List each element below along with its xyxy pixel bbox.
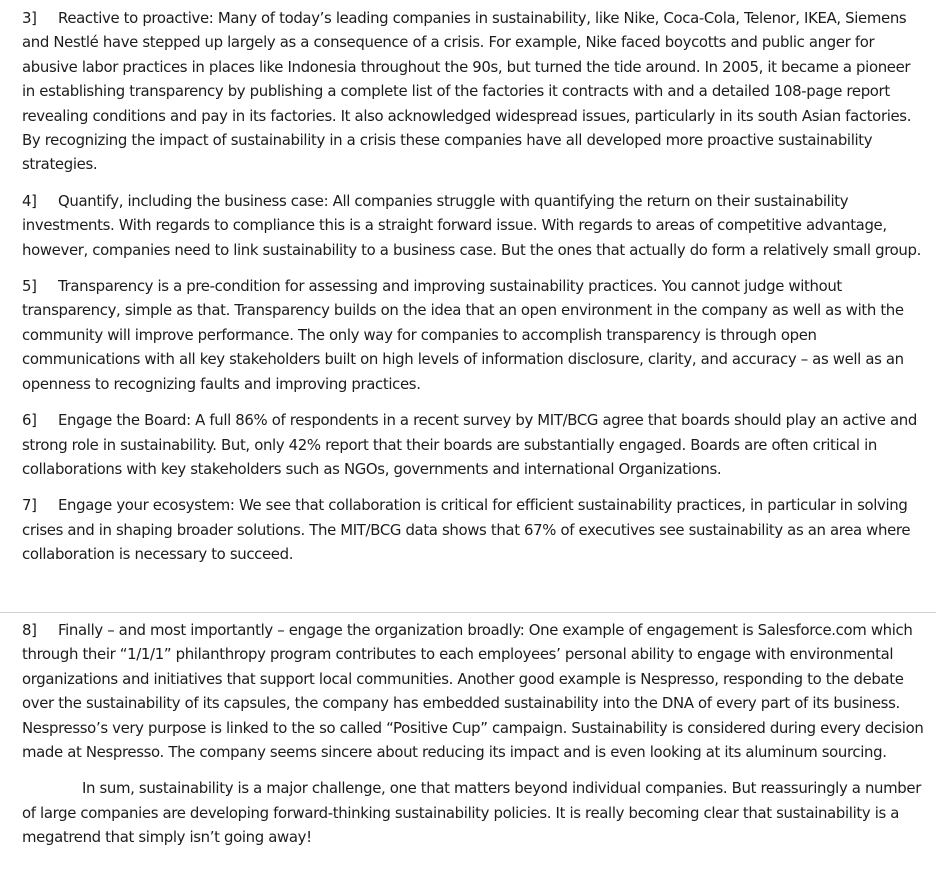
paragraph-text: Engage your ecosystem: We see that collaboration is critical for efficient sustainability practices, in particular in solving crises and in shaping broader solutions. The MIT/BCG data shows that 67% of executives see sustainability as an area where collaboration is necessary to succeed. (22, 496, 911, 564)
paragraph-number: 6] (22, 411, 37, 430)
document-page-two (22, 618, 925, 862)
paragraph-text: Quantify, including the business case: All companies struggle with quantifying the return on their sustainability investments. With regards to compliance this is a straight forward issue. With regards to areas of competitive advantage, however, companies need to link sustainability to a business case. But the ones that actually do form a relatively small group. (22, 191, 921, 259)
numbered-paragraph-5 (22, 274, 925, 396)
paragraph-text: Finally – and most importantly – engage the organization broadly: One example of engagement is Salesforce.com which through their “1/1/1” philanthropy program contributes to each employees’ personal ability to engage with environmental organizations and initiatives that support local communities. Another good example is Nespresso, responding to the debate over the sustainability of its capsules, the company has embedded sustainability into the DNA of every part of its business. Nespresso’s very purpose is linked to the so called “Positive Cup” campaign. Sustainability is considered during every decision made at Nespresso. The company seems sincere about reducing its impact and is even looking at its aluminum sourcing. (22, 621, 924, 762)
numbered-paragraph-8 (22, 618, 925, 764)
numbered-paragraph-7 (22, 493, 925, 566)
paragraph-text: Reactive to proactive: Many of today’s leading companies in sustainability, like Nike, Coca-Cola, Telenor, IKEA, Siemens and Nestlé have stepped up largely as a consequence of a crisis. For example, Nike faced boycotts and public anger for abusive labor practices in places like Indonesia throughout the 90s, but turned the tide around. In 2005, it became a pioneer in establishing transparency by publishing a complete list of the factories it contracts with and a detailed 108-page report revealing conditions and pay in its factories. It also acknowledged widespread issues, particularly in its south Asian factories. By recognizing the impact of sustainability in a crisis these companies have all developed more proactive sustainability strategies. (22, 9, 912, 174)
numbered-paragraph-6 (22, 408, 925, 481)
paragraph-number: 8] (22, 621, 37, 639)
document-page-one (22, 6, 925, 579)
numbered-paragraph-3 (22, 6, 925, 177)
paragraph-text: Transparency is a pre-condition for assessing and improving sustainability practices. You cannot judge without transparency, simple as that. Transparency builds on the idea that an open environment in the company as well as with the community will improve performance. The only way for companies to accomplish transparency is through open communications with all key stakeholders built on high levels of information disclosure, clarity, and accuracy – as well as an openness to recognizing faults and improving practices. (22, 277, 904, 393)
paragraph-number: 7] (22, 496, 37, 515)
paragraph-text: Engage the Board: A full 86% of respondents in a recent survey by MIT/BCG agree that boards should play an active and strong role in sustainability. But, only 42% report that their boards are substantially engaged. Boards are often critical in collaborations with key stakeholders such as NGOs, governments and international Organizations. (22, 411, 917, 478)
numbered-paragraph-4 (22, 189, 925, 262)
page-break-divider (0, 612, 936, 613)
conclusion-paragraph: In sum, sustainability is a major challenge, one that matters beyond individual companies. But reassuringly a number of large companies are developing forward-thinking sustainability policies. It is really becoming clear that sustainability is a megatrend that simply isn’t going away! (22, 779, 921, 847)
paragraph-number: 4] (22, 191, 37, 210)
paragraph-number: 5] (22, 277, 37, 296)
paragraph-number: 3] (22, 9, 37, 27)
